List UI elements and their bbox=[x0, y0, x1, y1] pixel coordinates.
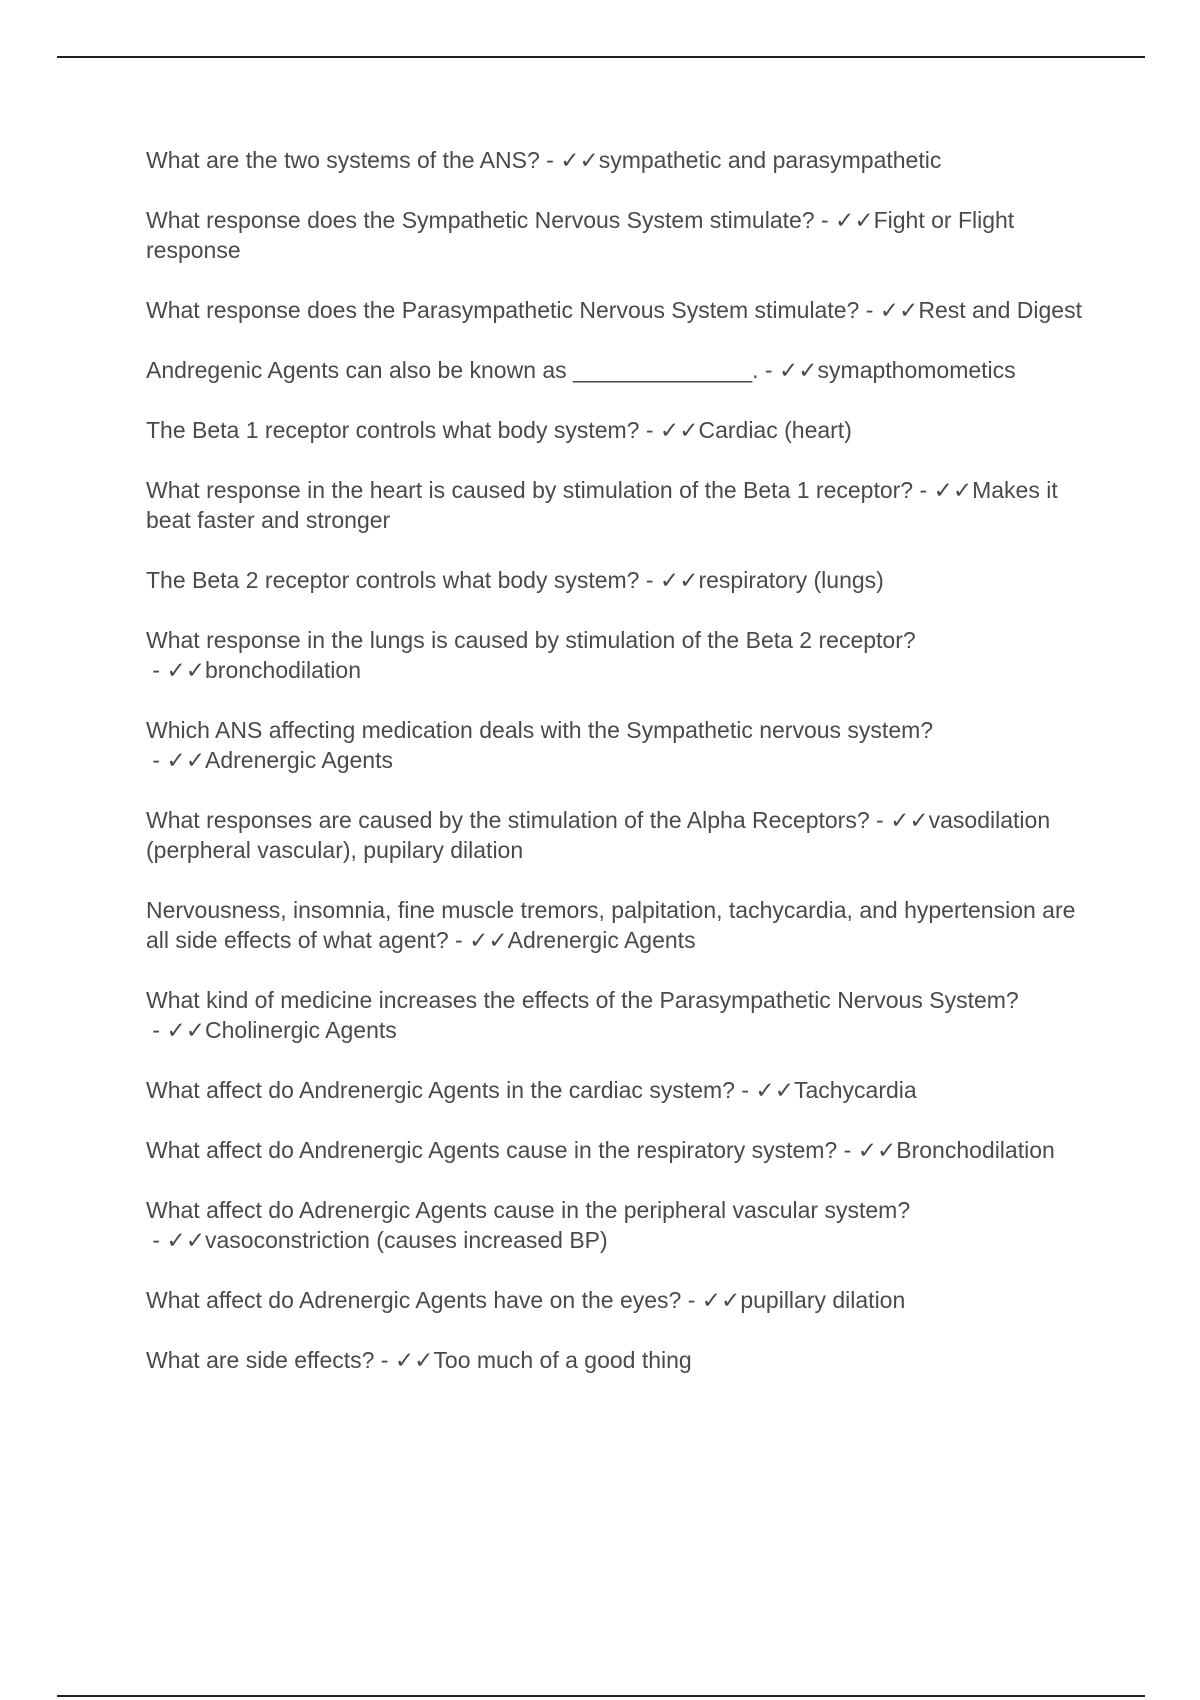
answer-text: Too much of a good thing bbox=[433, 1347, 692, 1373]
question-text: Nervousness, insomnia, fine muscle tremors, palpitation, tachycardia, and hypertension are all side effects of what agent? bbox=[146, 897, 1076, 953]
separator: - bbox=[758, 357, 779, 383]
double-check-icon: ✓✓ bbox=[166, 1227, 205, 1253]
answer-text: symapthomometics bbox=[817, 357, 1016, 383]
question-text: What affect do Adrenergic Agents have on the eyes? bbox=[146, 1287, 682, 1313]
double-check-icon: ✓✓ bbox=[701, 1287, 741, 1313]
double-check-icon: ✓✓ bbox=[835, 207, 874, 233]
double-check-icon: ✓✓ bbox=[857, 1137, 897, 1163]
answer-text: pupillary dilation bbox=[740, 1287, 906, 1313]
separator: - bbox=[869, 807, 891, 833]
separator: - bbox=[734, 1077, 756, 1103]
qa-item bbox=[146, 295, 1091, 325]
question-text: Which ANS affecting medication deals with the Sympathetic nervous system? bbox=[146, 717, 934, 743]
separator: - bbox=[913, 477, 934, 503]
answer-text: Adrenergic Agents bbox=[205, 747, 393, 773]
double-check-icon: ✓✓ bbox=[469, 927, 508, 953]
answer-text: Rest and Digest bbox=[918, 297, 1082, 323]
answer-text: Fight or Flight response bbox=[146, 207, 1015, 263]
qa-item bbox=[146, 805, 1091, 865]
qa-item bbox=[146, 355, 1091, 385]
qa-item bbox=[146, 1195, 1091, 1255]
qa-item bbox=[146, 565, 1091, 595]
question-text: What affect do Andrenergic Agents cause in the respiratory system? bbox=[146, 1137, 838, 1163]
qa-list bbox=[146, 145, 1091, 1405]
double-check-icon: ✓✓ bbox=[659, 417, 699, 443]
answer-text: Cholinergic Agents bbox=[205, 1017, 397, 1043]
separator: - bbox=[374, 1347, 395, 1373]
answer-text: Cardiac (heart) bbox=[698, 417, 852, 443]
answer-text: bronchodilation bbox=[205, 657, 362, 683]
double-check-icon: ✓✓ bbox=[890, 807, 929, 833]
qa-item bbox=[146, 1075, 1091, 1105]
separator: - bbox=[146, 747, 167, 773]
qa-item bbox=[146, 895, 1091, 955]
separator: - bbox=[146, 1227, 167, 1253]
question-text: What response does the Parasympathetic Nervous System stimulate? bbox=[146, 297, 860, 323]
question-text: The Beta 2 receptor controls what body system? bbox=[146, 567, 640, 593]
separator: - bbox=[837, 1137, 858, 1163]
question-text: The Beta 1 receptor controls what body system? bbox=[146, 417, 640, 443]
separator: - bbox=[681, 1287, 702, 1313]
separator: - bbox=[448, 927, 470, 953]
qa-item bbox=[146, 715, 1091, 775]
qa-item bbox=[146, 415, 1091, 445]
double-check-icon: ✓✓ bbox=[779, 357, 818, 383]
separator: - bbox=[146, 1017, 167, 1043]
double-check-icon: ✓✓ bbox=[933, 477, 973, 503]
double-check-icon: ✓✓ bbox=[560, 147, 599, 173]
question-text: What responses are caused by the stimulation of the Alpha Receptors? bbox=[146, 807, 870, 833]
double-check-icon: ✓✓ bbox=[166, 747, 205, 773]
header-rule bbox=[57, 56, 1145, 58]
double-check-icon: ✓✓ bbox=[755, 1077, 794, 1103]
question-text: What response in the heart is caused by stimulation of the Beta 1 receptor? bbox=[146, 477, 914, 503]
qa-item bbox=[146, 1285, 1091, 1315]
question-text: What response in the lungs is caused by stimulation of the Beta 2 receptor? bbox=[146, 627, 916, 653]
separator: - bbox=[146, 657, 167, 683]
separator: - bbox=[814, 207, 836, 233]
answer-text: Tachycardia bbox=[793, 1077, 917, 1103]
answer-text: respiratory (lungs) bbox=[698, 567, 884, 593]
question-text: What affect do Adrenergic Agents cause in the peripheral vascular system? bbox=[146, 1197, 911, 1223]
separator: - bbox=[639, 567, 660, 593]
answer-text: vasodilation (perpheral vascular), pupilary dilation bbox=[146, 807, 1051, 863]
qa-item bbox=[146, 625, 1091, 685]
qa-item bbox=[146, 205, 1091, 265]
double-check-icon: ✓✓ bbox=[166, 657, 205, 683]
footer-rule bbox=[57, 1695, 1145, 1697]
qa-item bbox=[146, 1135, 1091, 1165]
separator: - bbox=[859, 297, 880, 323]
double-check-icon: ✓✓ bbox=[166, 1017, 205, 1043]
question-text: What are side effects? bbox=[146, 1347, 375, 1373]
qa-item bbox=[146, 1345, 1091, 1375]
separator: - bbox=[639, 417, 660, 443]
question-text: What affect do Andrenergic Agents in the cardiac system? bbox=[146, 1077, 735, 1103]
answer-text: Bronchodilation bbox=[896, 1137, 1055, 1163]
question-text: What are the two systems of the ANS? bbox=[146, 147, 540, 173]
double-check-icon: ✓✓ bbox=[659, 567, 699, 593]
separator: - bbox=[539, 147, 561, 173]
double-check-icon: ✓✓ bbox=[879, 297, 919, 323]
answer-text: sympathetic and parasympathetic bbox=[598, 147, 942, 173]
qa-item bbox=[146, 475, 1091, 535]
answer-text: Makes it beat faster and stronger bbox=[146, 477, 1058, 533]
question-text: What response does the Sympathetic Nervous System stimulate? bbox=[146, 207, 815, 233]
answer-text: vasoconstriction (causes increased BP) bbox=[205, 1227, 608, 1253]
qa-item bbox=[146, 145, 1091, 175]
double-check-icon: ✓✓ bbox=[394, 1347, 434, 1373]
question-text: What kind of medicine increases the effects of the Parasympathetic Nervous System? bbox=[146, 987, 1019, 1013]
answer-text: Adrenergic Agents bbox=[507, 927, 696, 953]
question-text: Andregenic Agents can also be known as ______________. bbox=[146, 357, 759, 383]
qa-item bbox=[146, 985, 1091, 1045]
